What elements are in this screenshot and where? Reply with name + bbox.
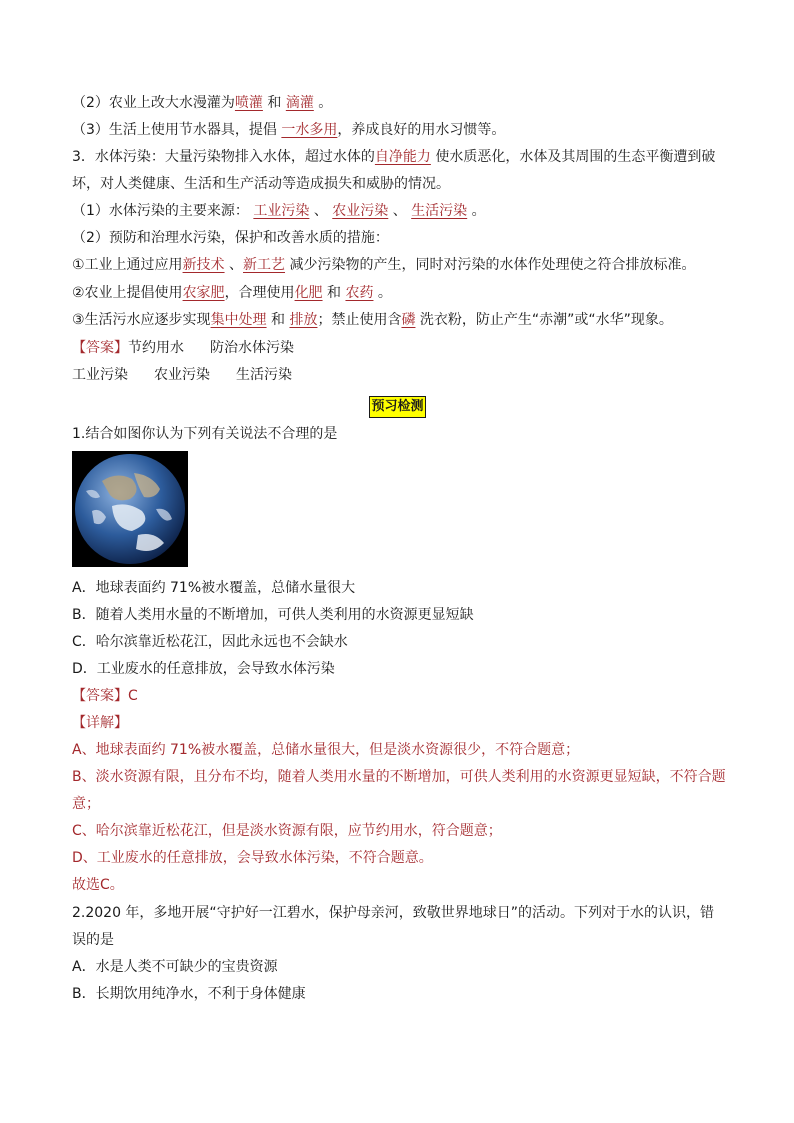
line-farming bbox=[72, 283, 392, 303]
text: （2）农业上改大水漫灌为 bbox=[72, 95, 235, 111]
answer-text: C bbox=[128, 688, 138, 704]
line-daily-life bbox=[72, 120, 505, 140]
question-1 bbox=[72, 424, 337, 444]
answer-text: 工业污染 bbox=[72, 367, 128, 383]
option-text: A．地球表面约 71%被水覆盖，总储水量很大 bbox=[72, 580, 356, 596]
text: 和 bbox=[271, 312, 286, 328]
question-1-answer bbox=[72, 686, 138, 706]
question-2-cont bbox=[72, 930, 114, 950]
answer-blank: 集中处理 bbox=[210, 312, 267, 328]
text: （3）生活上使用节水器具，提倡 bbox=[72, 122, 277, 138]
option-text: D．工业废水的任意排放，会导致水体污染 bbox=[72, 661, 335, 677]
line-agriculture bbox=[72, 93, 332, 113]
section-badge: 预习检测 bbox=[369, 396, 426, 418]
line-pollution-def bbox=[72, 147, 715, 167]
earth-image bbox=[72, 451, 188, 567]
answer-text: 生活污染 bbox=[236, 367, 292, 383]
text: 使水质恶化，水体及其周围的生态平衡遭到破 bbox=[435, 149, 716, 165]
text: 。 bbox=[471, 203, 486, 219]
answer-blank: 生活污染 bbox=[411, 203, 468, 219]
question-1-detail bbox=[72, 713, 128, 733]
explanation-text: 意； bbox=[72, 796, 100, 812]
text: （1）水体污染的主要来源： bbox=[72, 203, 249, 219]
text: ；禁止使用含 bbox=[317, 312, 402, 328]
line-prevention bbox=[72, 228, 389, 248]
answer-blank: 滴灌 bbox=[285, 95, 314, 111]
line-industry bbox=[72, 255, 695, 275]
explanation-text: C、哈尔滨靠近松花江，但是淡水资源有限，应节约用水，符合题意； bbox=[72, 823, 502, 839]
conclusion-text: 故选C。 bbox=[72, 877, 124, 893]
question-text: 1.结合如图你认为下列有关说法不合理的是 bbox=[72, 426, 338, 442]
text: 洗衣粉，防止产生“赤潮”或“水华”现象。 bbox=[419, 312, 673, 328]
question-1-option-d bbox=[72, 659, 335, 679]
explanation-a bbox=[72, 740, 579, 760]
answer-blank: 磷 bbox=[401, 312, 416, 328]
question-2 bbox=[72, 903, 714, 923]
answer-blank: 排放 bbox=[289, 312, 318, 328]
answer-blank: 一水多用 bbox=[281, 122, 338, 138]
answer-blank: 农业污染 bbox=[332, 203, 389, 219]
earth-globe-icon bbox=[72, 451, 188, 567]
text: ，合理使用 bbox=[224, 285, 295, 301]
question-1-option-a bbox=[72, 578, 355, 598]
answer-blank: 喷灌 bbox=[234, 95, 263, 111]
text: 、 bbox=[313, 203, 328, 219]
explanation-text: A、地球表面约 71%被水覆盖，总储水量很大，但是淡水资源很少，不符合题意； bbox=[72, 742, 580, 758]
option-text: C．哈尔滨靠近松花江，因此永远也不会缺水 bbox=[72, 634, 348, 650]
answer-blank: 农药 bbox=[345, 285, 374, 301]
text: ②农业上提倡使用 bbox=[72, 285, 183, 301]
line-pollution-def-cont bbox=[72, 174, 450, 194]
answer-text: 防治水体污染 bbox=[210, 340, 294, 356]
answer-blank: 自净能力 bbox=[374, 149, 431, 165]
answer-tag: 【答案】 bbox=[72, 340, 128, 356]
question-text: 误的是 bbox=[72, 932, 114, 948]
question-1-option-b bbox=[72, 605, 474, 625]
question-1-conclusion bbox=[72, 875, 124, 895]
option-text: B．长期饮用纯净水，不利于身体健康 bbox=[72, 986, 306, 1002]
text: （2）预防和治理水污染，保护和改善水质的措施： bbox=[72, 230, 389, 246]
text: 坏，对人类健康、生活和生产活动等造成损失和威胁的情况。 bbox=[72, 176, 450, 192]
option-text: A．水是人类不可缺少的宝贵资源 bbox=[72, 959, 278, 975]
text: 减少污染物的产生，同时对污染的水体作处理使之符合排放标准。 bbox=[289, 257, 696, 273]
answer-blank: 新技术 bbox=[182, 257, 225, 273]
text: 、 bbox=[229, 257, 244, 273]
explanation-b-cont bbox=[72, 794, 100, 814]
answer-blank: 新工艺 bbox=[243, 257, 286, 273]
answer-text: 节约用水 bbox=[128, 340, 184, 356]
text: 、 bbox=[392, 203, 407, 219]
explanation-text: B、淡水资源有限，且分布不均，随着人类用水量的不断增加，可供人类利用的水资源更显短缺，不符合题 bbox=[72, 769, 726, 785]
question-1-option-c bbox=[72, 632, 348, 652]
question-2-option-b bbox=[72, 984, 306, 1004]
text: ①工业上通过应用 bbox=[72, 257, 183, 273]
text: ③生活污水应逐步实现 bbox=[72, 312, 211, 328]
text: 和 bbox=[327, 285, 342, 301]
line-pollution-sources bbox=[72, 201, 486, 221]
question-text: 2.2020 年，多地开展“守护好一江碧水，保护母亲河，致敬世界地球日”的活动。下列对于水的认识，错 bbox=[72, 905, 714, 921]
option-text: B．随着人类用水量的不断增加，可供人类利用的水资源更显短缺 bbox=[72, 607, 474, 623]
answer-line-2 bbox=[72, 365, 292, 385]
explanation-c bbox=[72, 821, 502, 841]
answer-blank: 农家肥 bbox=[182, 285, 225, 301]
answer-blank: 化肥 bbox=[294, 285, 323, 301]
answer-text: 农业污染 bbox=[154, 367, 210, 383]
answer-blank: 工业污染 bbox=[253, 203, 310, 219]
text: 。 bbox=[318, 95, 333, 111]
line-sewage bbox=[72, 310, 673, 330]
answer-line-1 bbox=[72, 338, 294, 358]
explanation-d bbox=[72, 848, 433, 868]
text: 和 bbox=[267, 95, 282, 111]
explanation-b bbox=[72, 767, 726, 787]
text: 。 bbox=[377, 285, 392, 301]
detail-tag: 【详解】 bbox=[72, 715, 128, 731]
text: 3．水体污染：大量污染物排入水体，超过水体的 bbox=[72, 149, 375, 165]
answer-tag: 【答案】 bbox=[72, 688, 128, 704]
question-2-option-a bbox=[72, 957, 278, 977]
explanation-text: D、工业废水的任意排放，会导致水体污染，不符合题意。 bbox=[72, 850, 433, 866]
text: ，养成良好的用水习惯等。 bbox=[337, 122, 506, 138]
